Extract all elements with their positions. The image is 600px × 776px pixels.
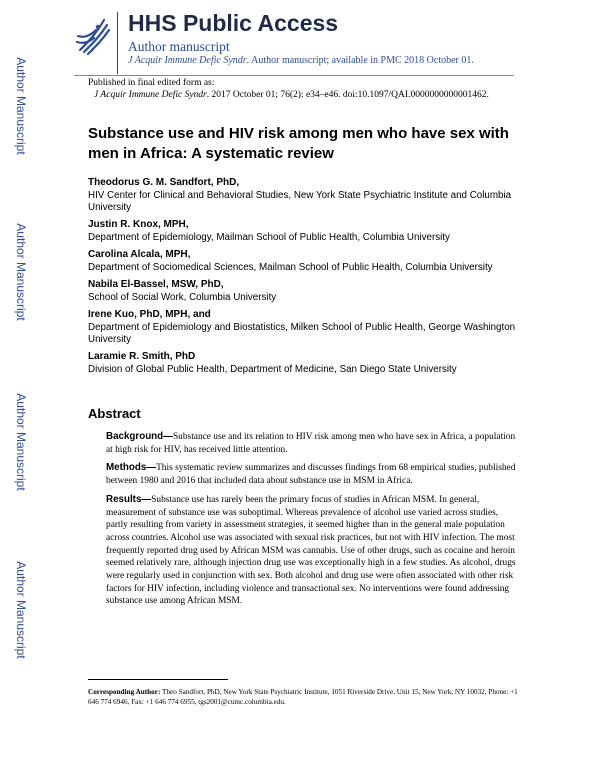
author-affiliation: School of Social Work, Columbia University bbox=[88, 292, 277, 303]
hhs-eagle-logo-icon bbox=[74, 12, 112, 58]
availability-text: . Author manuscript; available in PMC 2018 October 01. bbox=[246, 55, 474, 66]
author-name: Nabila El-Bassel, MSW, PhD, bbox=[88, 279, 224, 290]
author-name: Carolina Alcala, MPH, bbox=[88, 249, 191, 260]
side-label: Author Manuscript bbox=[14, 223, 28, 321]
side-label: Author Manuscript bbox=[14, 561, 28, 659]
author-affiliation: Department of Epidemiology, Mailman School of Public Health, Columbia University bbox=[88, 232, 450, 243]
hhs-header bbox=[74, 12, 524, 74]
abstract-results: Results—Substance use has rarely been the primary focus of studies in African MSM. In general, measurement of substance use was suboptimal. Whereas prevalence of alcohol use varied across studies, partly resulting from variety in assessment strategies, it seemed higher than in the general male population across countries. Alcohol use was associated with sexual risk practices, but not with HIV infection. The most frequently reported drug used by African MSM was cannabis. Use of other drugs, such as cocaine and heroin seemed relatively rare, although injection drug use was exceptionally high in a few studies. As alcohol, drugs were regularly used in conjunction with sex. Both alcohol and drug use were often associated with other risk factors for HIV infection, including violence and transactional sex. No interventions were found addressing substance use among African MSM. bbox=[106, 493, 516, 607]
author-entry bbox=[88, 218, 528, 244]
author-entry bbox=[88, 248, 528, 274]
paper-title: Substance use and HIV risk among men who have sex with men in Africa: A systematic review bbox=[88, 125, 509, 162]
published-label: Published in final edited form as: bbox=[88, 78, 215, 88]
author-name: Justin R. Knox, MPH, bbox=[88, 219, 189, 230]
side-label: Author Manuscript bbox=[14, 57, 28, 155]
header-divider bbox=[117, 12, 118, 74]
journal-name: J Acquir Immune Defic Syndr bbox=[128, 55, 247, 66]
hhs-public-access-title: HHS Public Access bbox=[128, 10, 339, 36]
author-affiliation: Division of Global Public Health, Department of Medicine, San Diego State University bbox=[88, 364, 457, 375]
footnote-rule bbox=[88, 679, 228, 680]
author-manuscript-label: Author manuscript bbox=[128, 39, 230, 54]
publication-info bbox=[88, 77, 528, 101]
abstract-heading: Abstract bbox=[88, 406, 141, 421]
author-entry bbox=[88, 308, 528, 346]
corresponding-author-footnote: Corresponding Author: Theo Sandfort, PhD, New York State Psychiatric Institute, 1051 Riverside Drive, Unit 15, New York, NY 10032, Phone: +1 646 774 6946, Fax: +1 646 774 6955, tgs2001@cumc.columbia.edu. bbox=[88, 688, 518, 706]
abstract-background: Background—Substance use and its relation to HIV risk among men who have sex in Africa, a population at high risk for HIV, has received little attention. bbox=[106, 431, 516, 455]
journal-availability-line bbox=[128, 55, 474, 66]
side-label: Author Manuscript bbox=[14, 393, 28, 491]
author-affiliation: Department of Sociomedical Sciences, Mailman School of Public Health, Columbia University bbox=[88, 262, 493, 273]
author-name: Irene Kuo, PhD, MPH, and bbox=[88, 309, 211, 320]
author-affiliation: Department of Epidemiology and Biostatistics, Milken School of Public Health, George Washington University bbox=[88, 322, 516, 345]
abstract-body bbox=[106, 431, 518, 614]
header-rule bbox=[74, 75, 514, 76]
author-entry bbox=[88, 350, 528, 376]
author-entry bbox=[88, 176, 528, 214]
citation: J Acquir Immune Defic Syndr. 2017 October 01; 76(2): e34–e46. doi:10.1097/QAI.0000000000001462. bbox=[94, 90, 489, 100]
author-name: Theodorus G. M. Sandfort, PhD, bbox=[88, 177, 240, 188]
author-affiliation: HIV Center for Clinical and Behavioral Studies, New York State Psychiatric Institute and Columbia University bbox=[88, 190, 512, 213]
abstract-methods: Methods—This systematic review summarizes and discusses findings from 68 empirical studies, published between 1980 and 2016 that included data about substance use in MSM in Africa. bbox=[106, 462, 516, 487]
author-list bbox=[88, 176, 528, 380]
author-name: Laramie R. Smith, PhD bbox=[88, 351, 196, 362]
author-entry bbox=[88, 278, 528, 304]
